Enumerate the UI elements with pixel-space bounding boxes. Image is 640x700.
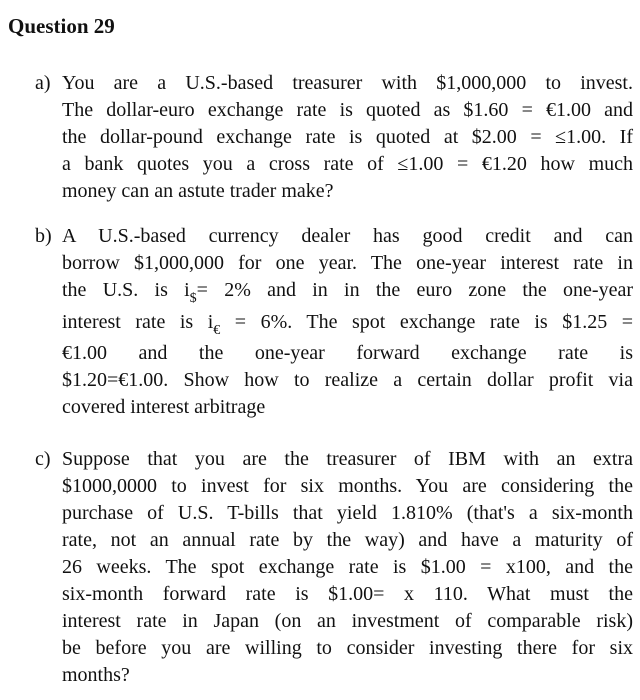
question-part-a xyxy=(35,70,633,205)
part-c-line: months? xyxy=(62,664,130,686)
part-a-line: the dollar-pound exchange rate is quoted at $2.00 = ≤1.00. If xyxy=(62,126,633,148)
part-a-line: money can an astute trader make? xyxy=(62,180,334,202)
euro-subscript: € xyxy=(213,323,221,338)
part-a-text xyxy=(62,70,633,205)
question-part-c xyxy=(35,446,633,689)
euro-rate-suffix: = 6%. The spot exchange rate is $1.25 = xyxy=(220,311,634,333)
euro-rate-prefix: interest rate is i xyxy=(62,311,214,333)
part-c-line: Suppose that you are the treasurer of IBM with an extra xyxy=(62,448,633,470)
us-rate-prefix: the U.S. is i xyxy=(62,279,190,301)
part-c-line: six-month forward rate is $1.00= x 110. What must the xyxy=(62,583,633,605)
part-c-line: purchase of U.S. T-bills that yield 1.810% (that's a six-month xyxy=(62,502,633,524)
part-c-text xyxy=(62,446,633,689)
part-c-line: interest rate in Japan (on an investment of comparable risk) xyxy=(62,610,633,632)
question-part-b xyxy=(35,223,633,421)
part-c-label: c) xyxy=(35,448,51,470)
part-a-line: The dollar-euro exchange rate is quoted as $1.60 = €1.00 and xyxy=(62,99,633,121)
part-b-line-us-rate xyxy=(62,277,633,304)
part-c-line: 26 weeks. The spot exchange rate is $1.00 = x100, and the xyxy=(62,556,633,578)
part-b-line: borrow $1,000,000 for one year. The one-year interest rate in xyxy=(62,252,633,274)
part-b-line: $1.20=€1.00. Show how to realize a certain dollar profit via xyxy=(62,369,633,391)
part-b-line-euro-rate xyxy=(62,304,633,340)
part-c-line: rate, not an annual rate by the way) and have a maturity of xyxy=(62,529,633,551)
part-b-line: €1.00 and the one-year forward exchange rate is xyxy=(62,342,633,364)
dollar-subscript: $ xyxy=(189,291,197,306)
question-title: Question 29 xyxy=(8,14,115,38)
part-a-line: You are a U.S.-based treasurer with $1,000,000 to invest. xyxy=(62,72,633,94)
part-b-text xyxy=(62,223,633,421)
part-a-label: a) xyxy=(35,72,51,94)
part-b-line: covered interest arbitrage xyxy=(62,396,266,418)
part-b-line: A U.S.-based currency dealer has good credit and can xyxy=(62,225,633,247)
part-a-line: a bank quotes you a cross rate of ≤1.00 = €1.20 how much xyxy=(62,153,633,175)
us-rate-suffix: = 2% and in in the euro zone the one-year xyxy=(196,279,633,301)
part-c-line: $1000,0000 to invest for six months. You are considering the xyxy=(62,475,633,497)
part-c-line: be before you are willing to consider investing there for six xyxy=(62,637,633,659)
part-b-label: b) xyxy=(35,225,52,247)
